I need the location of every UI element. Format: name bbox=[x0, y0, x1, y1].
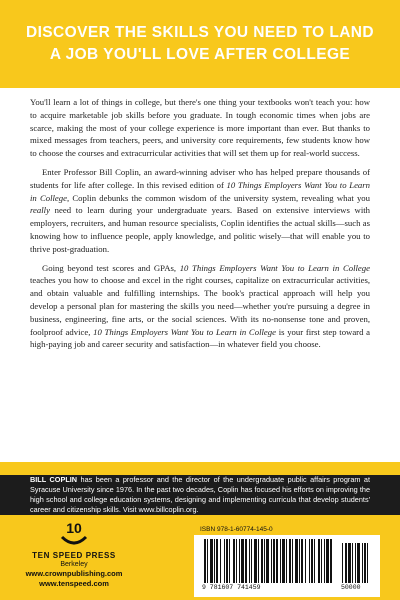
p2-text-a: Enter Professor Bill Coplin, an award-winning adviser who has helped prepare thousands of students for life after college. In this revised edition of bbox=[30, 166, 370, 190]
description-panel bbox=[0, 88, 400, 462]
description-paragraph-1: You'll learn a lot of things in college, but there's one thing your textbooks won't teach you: how to acquire marketable job skills before you graduate. In tough economic times when jobs are scarce, making the most of your college experience is more important than ever. But thanks to mixed messages from teachers, peers, and university core requirements, few students know how to choose the courses and extracurricular activities that will set them up for real-world success. bbox=[30, 97, 370, 159]
description-paragraph-2 bbox=[30, 166, 370, 256]
author-bio-text: has been a professor and the director of the undergraduate public affairs program at Syracuse University since 1976. In the past two decades, Coplin has focused his efforts on improving the high school and college education systems, designing and implementing curricula that develop students' career and citizenship skills. Visit www.billcoplin.org. bbox=[30, 475, 370, 514]
p2-book-title: 10 Things Employers Want You to Learn in College bbox=[30, 179, 370, 203]
p3-text-a: Going beyond test scores and GPAs, bbox=[42, 262, 180, 273]
publisher-city: Berkeley bbox=[60, 561, 88, 568]
p3-book-title: 10 Things Employers Want You to Learn in College bbox=[179, 262, 370, 273]
p2-text-c: need to learn during your undergraduate years. Based on extensive interviews with employers, recruiters, and human resource specialists, Coplin identifies the actual skills—such as knowing how to influence people, apply knowledge, and politic wisely—that will enable you to thrive post-graduation. bbox=[30, 205, 370, 254]
barcode-main-digits: 9 781607 741459 bbox=[202, 584, 261, 591]
p3-book-title-2: 10 Things Employers Want You to Learn in College bbox=[93, 326, 276, 337]
p2-text-b: , Coplin debunks the common wisdom of the university system, revealing what you bbox=[67, 192, 370, 203]
publisher-url-crown: www.crownpublishing.com bbox=[25, 569, 123, 578]
barcode-icon bbox=[202, 539, 372, 585]
headline bbox=[0, 0, 400, 88]
publisher-url-tenspeed: www.tenspeed.com bbox=[39, 579, 109, 588]
p2-emphasis: really bbox=[30, 205, 50, 216]
headline-line-2: A JOB YOU'LL LOVE AFTER COLLEGE bbox=[49, 46, 351, 63]
p3-text-b: teaches you how to choose and excel in the right courses, capitalize on extracurricular activities, and obtain valuable and fulfilling internships. The book's practical approach will help you develop a personal plan for mastering the skills you need—whether you're pursuing a degree in business, engineering, fine arts, or the social sciences. With its no-nonsense tone and proven, foolproof advice, bbox=[30, 275, 370, 337]
ten-speed-logo-icon bbox=[57, 520, 91, 550]
description-paragraph-3 bbox=[30, 262, 370, 352]
cover-footer bbox=[0, 515, 400, 600]
logo-number: 10 bbox=[66, 520, 82, 536]
barcode-addon-digits: 50000 bbox=[341, 584, 361, 591]
publisher-name: TEN SPEED PRESS bbox=[32, 551, 116, 560]
publisher-block bbox=[24, 520, 124, 588]
isbn-label: ISBN 978-1-60774-145-0 bbox=[200, 526, 273, 533]
author-name: BILL COPLIN bbox=[30, 475, 78, 485]
p3-text-c: is your first step toward a high-paying job and career security and satisfaction—in whatever field you choose. bbox=[30, 326, 371, 350]
author-bio-band bbox=[0, 475, 400, 515]
headline-line-1: DISCOVER THE SKILLS YOU NEED TO LAND bbox=[26, 24, 374, 41]
barcode-block bbox=[194, 535, 380, 597]
author-bio bbox=[30, 475, 370, 514]
